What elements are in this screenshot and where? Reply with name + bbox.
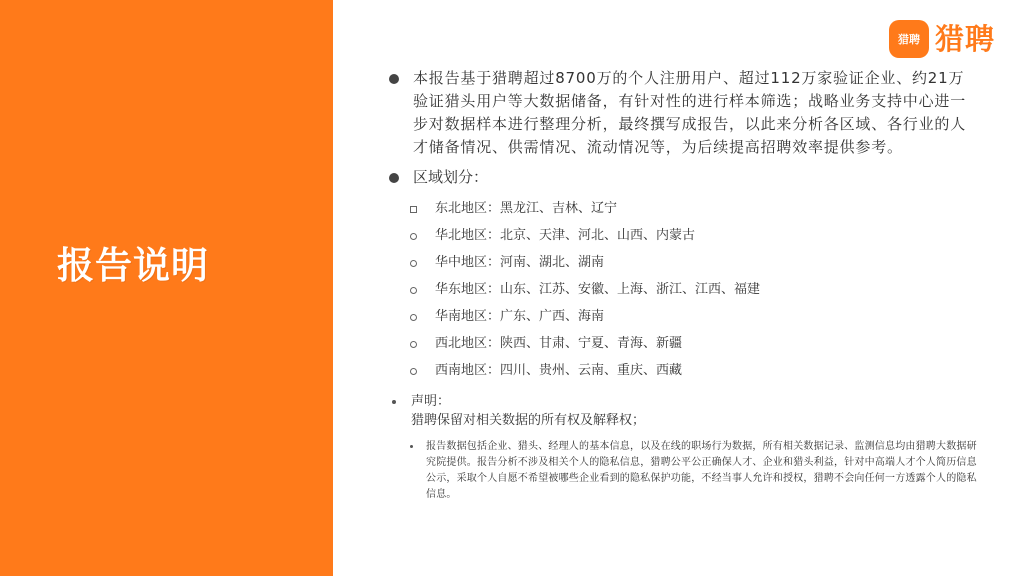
region-text: 东北地区：黑龙江、吉林、辽宁 [435,201,618,216]
ring-bullet-icon [410,233,417,240]
region-heading-bullet [388,166,980,189]
ring-bullet-icon [410,314,417,321]
list-item [388,276,980,303]
list-item [388,222,980,249]
list-item [388,330,980,357]
ring-bullet-icon [410,368,417,375]
region-heading: 区域划分： [413,168,489,186]
liepin-chat-icon: 猎聘 [889,20,929,58]
disclaimer-text: 报告数据包括企业、猎头、经理人的基本信息，以及在线的职场行为数据，所有相关数据记录、监测信息均由猎聘大数据研究院提供。报告分析不涉及相关个人的隐私信息，猎聘公平公正确保人才、企业和猎头利益，针对中高端人才个人简历信息公示，采取个人自愿不希望被哪些企业看到的隐私保护功能，不经当事人允许和授权，猎聘不会向任何一方透露个人的隐私信息。 [426,441,977,500]
region-text: 西北地区：陕西、甘肃、宁夏、青海、新疆 [435,336,683,351]
region-text: 华北地区：北京、天津、河北、山西、内蒙古 [435,228,696,243]
list-item [388,195,980,222]
liepin-logo [889,18,995,60]
statement-heading: 声明： [411,394,451,409]
intro-bullet [388,67,980,159]
list-item [388,303,980,330]
ring-bullet-icon [410,260,417,267]
region-text: 华东地区：山东、江苏、安徽、上海、浙江、江西、福建 [435,282,761,297]
logo-text: 猎聘 [935,22,996,56]
list-item [388,357,980,384]
page-title: 报告说明 [57,244,209,287]
region-text: 华中地区：河南、湖北、湖南 [435,255,605,270]
statement-line: 猎聘保留对相关数据的所有权及解释权； [411,413,646,428]
region-text: 华南地区：广东、广西、海南 [435,309,605,324]
bullet-dot-icon [389,173,399,183]
region-list [388,195,980,384]
ring-bullet-icon [410,287,417,294]
list-item [388,249,980,276]
statement-bullet [388,392,980,430]
tiny-dot-icon [410,445,413,448]
small-dot-icon [392,400,396,404]
ring-bullet-icon [410,341,417,348]
left-panel [0,0,333,576]
bullet-dot-icon [389,74,399,84]
region-text: 西南地区：四川、贵州、云南、重庆、西藏 [435,363,683,378]
intro-text: 本报告基于猎聘超过8700万的个人注册用户、超过112万家验证企业、约21万验证猎头用户等大数据储备，有针对性的进行样本筛选；战略业务支持中心进一步对数据样本进行整理分析，最终撰写成报告，以此来分析各区域、各行业的人才储备情况、供需情况、流动情况等，为后续提高招聘效率提供参考。 [413,69,967,156]
report-content [388,67,980,503]
square-bullet-icon [410,206,417,213]
disclaimer-bullet [388,439,980,503]
